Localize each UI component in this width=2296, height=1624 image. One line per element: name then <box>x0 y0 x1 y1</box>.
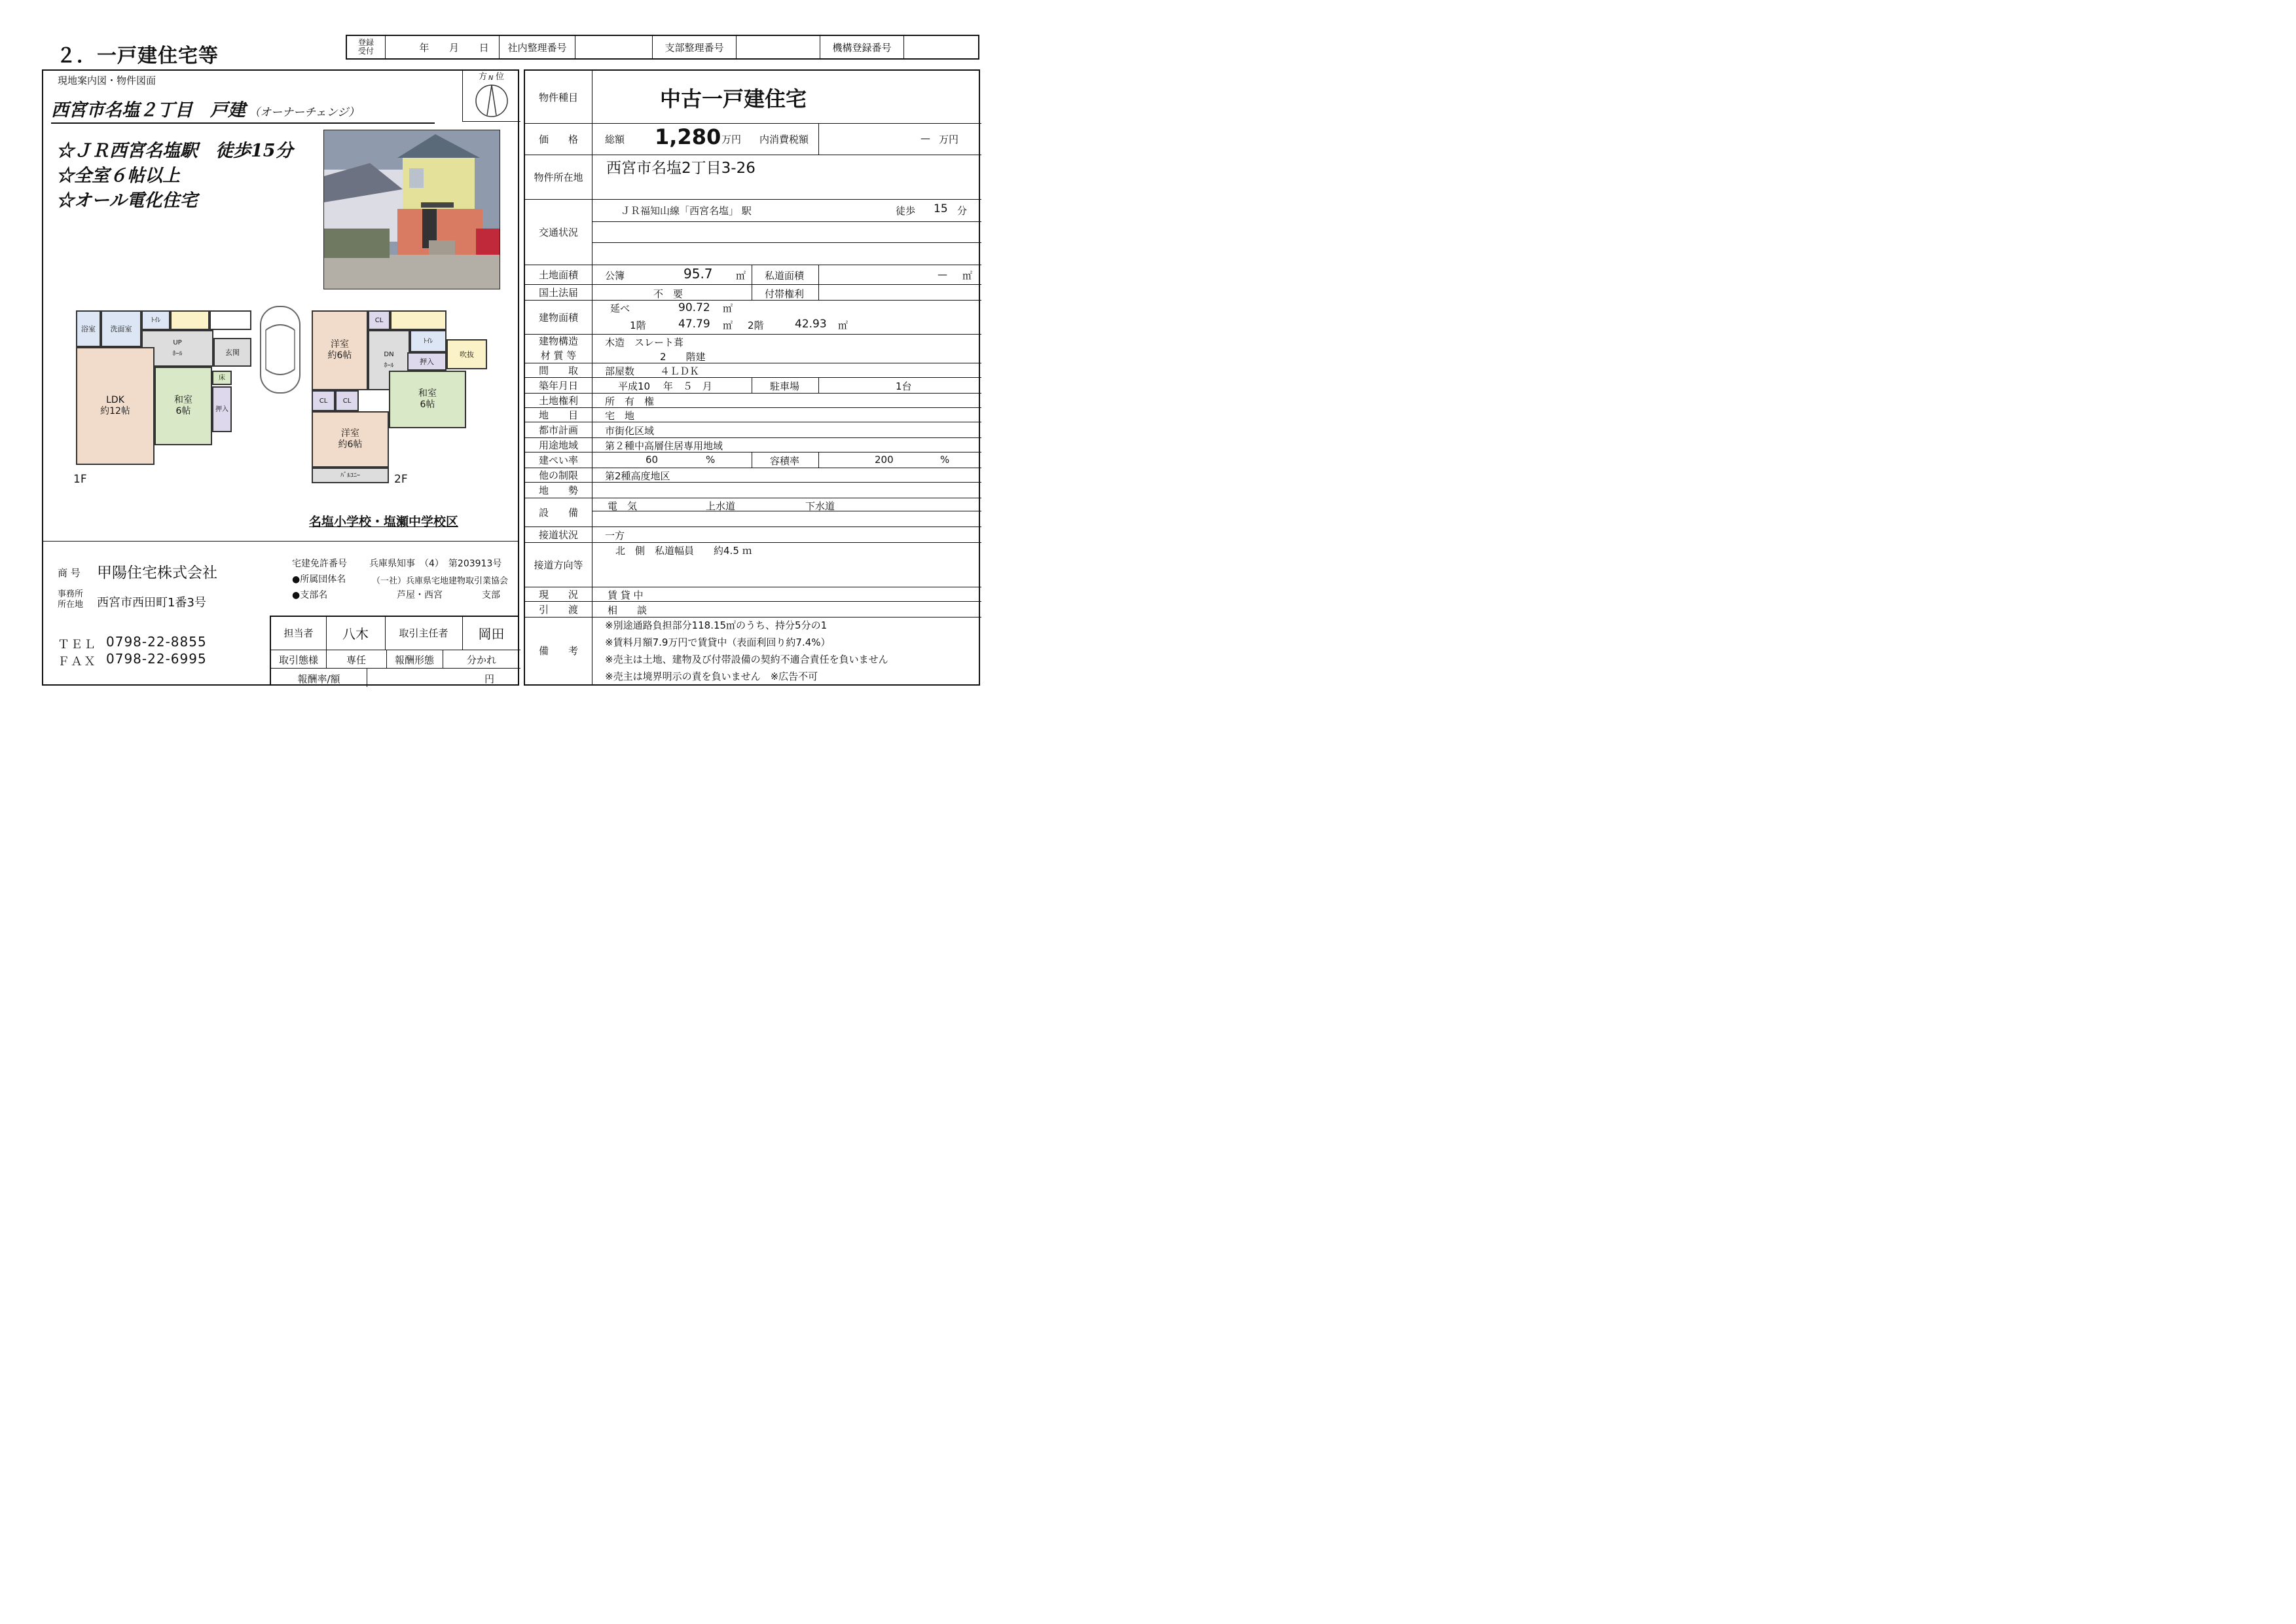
entrance-1f: 玄関 <box>213 338 251 367</box>
facility-electric: 電 気 <box>608 500 638 512</box>
f2-label: 2階 <box>748 320 764 331</box>
tokonoma: 床 <box>212 371 232 385</box>
remark-4: ※売主は境界明示の責を負いません ※広告不可 <box>605 671 818 682</box>
feature-station: ☆ＪＲ西宮名塩駅 徒歩15分 <box>56 141 293 161</box>
reception-date-field[interactable]: 年 月 日 <box>385 36 499 58</box>
rooms-label: 部屋数 <box>605 365 635 377</box>
company-name-label: 商 号 <box>58 567 81 579</box>
land-law-value: 不 要 <box>653 288 683 300</box>
total-floor-area: 90.72 <box>678 301 710 314</box>
private-road-label: 私道面積 <box>765 270 805 282</box>
far-value: 200 <box>875 454 894 466</box>
cl-2f-3: CL <box>335 390 359 411</box>
toilet-2f: ﾄｲﾚ <box>410 330 446 352</box>
ldk-room: LDK 約12帖 <box>76 347 155 465</box>
registration-table <box>346 35 979 60</box>
floor-plan-2f <box>312 310 488 483</box>
total-floor-unit: ㎡ <box>723 303 733 314</box>
current-status-label: 現 況 <box>538 588 578 600</box>
type-label: 物件種目 <box>538 91 578 103</box>
reception-label: 登録 受付 <box>357 38 374 56</box>
handover-label: 引 渡 <box>538 603 578 616</box>
category-label: 地 目 <box>538 409 578 421</box>
bcr-unit: % <box>706 454 716 466</box>
city-plan-value: 市街化区域 <box>605 425 655 437</box>
bcr-value: 60 <box>646 454 659 466</box>
price-value: 1,280 <box>655 124 721 149</box>
car-icon <box>258 304 302 396</box>
property-note: （オーナーチェンジ） <box>249 106 360 119</box>
price-label: 価 格 <box>538 133 578 145</box>
staff-box <box>270 616 519 686</box>
remarks-label: 備 考 <box>538 645 578 657</box>
city-plan-label: 都市計画 <box>538 424 578 436</box>
license-label: 宅建免許番号 <box>292 559 347 569</box>
land-right-value: 所 有 権 <box>605 396 655 407</box>
walk-label: 徒歩 <box>896 205 916 217</box>
cl-2f-1: CL <box>368 310 390 330</box>
fee-rate-label: 報酬率/額 <box>297 673 340 685</box>
school-district: 名塩小学校・塩瀬中学校区 <box>309 515 459 529</box>
handover-value: 相 談 <box>608 604 647 616</box>
f1-area: 47.79 <box>678 318 710 331</box>
f2-unit: ㎡ <box>838 320 848 331</box>
tel-label: ＴＥＬ <box>58 638 97 652</box>
property-heading <box>51 96 435 124</box>
tel-number[interactable]: 0798-22-8855 <box>106 634 207 650</box>
stairs-2f <box>390 310 446 330</box>
fax-label: ＦＡＸ <box>58 655 97 669</box>
stair-area-1f <box>210 310 251 330</box>
land-kind: 公簿 <box>605 270 625 282</box>
tax-value: — <box>920 132 930 144</box>
facilities-label: 設 備 <box>538 506 578 519</box>
document-title: ２．一戸建住宅等 <box>56 45 219 67</box>
association-name: （一社）兵庫県宅地建物取引業協会 <box>372 576 509 586</box>
chief-label: 取引主任者 <box>399 627 448 639</box>
hall-2f: DN ﾎｰﾙ <box>368 330 410 390</box>
house-photo <box>323 130 500 289</box>
branch-number-label: 支部整理番号 <box>652 36 736 58</box>
private-road-unit: ㎡ <box>962 270 973 282</box>
far-label: 容積率 <box>770 455 800 467</box>
private-road-value: — <box>938 268 947 280</box>
license-number: 兵庫県知事 （4） 第203913号 <box>369 559 502 569</box>
parking-value: 1台 <box>896 380 912 392</box>
toilet-1f: ﾄｲﾚ <box>141 310 170 330</box>
floor-plan-1f <box>73 310 251 468</box>
washitsu-2f: 和室 6帖 <box>389 371 466 428</box>
org-number-field[interactable] <box>903 36 978 58</box>
washitsu-1f: 和室 6帖 <box>155 367 212 445</box>
other-restrictions-value: 第2種高度地区 <box>605 470 670 482</box>
map-and-plan-panel <box>42 69 519 686</box>
fax-number: 0798-22-6995 <box>106 651 207 667</box>
cl-2f-2: CL <box>312 390 335 411</box>
staff-name: 八木 <box>342 626 369 642</box>
road-direction-label: 接道方向等 <box>534 559 583 571</box>
remark-2: ※賃料月額7.9万円で賃貸中（表面利回り約7.4%） <box>605 637 831 648</box>
map-caption: 現地案内図・物件図面 <box>58 75 156 86</box>
fee-form: 分かれ <box>466 654 496 666</box>
compass-icon <box>473 81 510 118</box>
terrain-label: 地 勢 <box>538 484 578 496</box>
feature-list <box>56 139 293 213</box>
layout-label: 間 取 <box>538 364 578 377</box>
branch-number-field[interactable] <box>736 36 820 58</box>
land-area-unit: ㎡ <box>736 270 746 282</box>
hall-1f: UP ﾎｰﾙ <box>141 330 213 367</box>
wash-room: 洗面室 <box>101 310 141 347</box>
rooms-value: ４ＬＤＫ <box>660 365 700 377</box>
built-date: 平成10 年 ５ 月 <box>618 380 712 392</box>
walk-unit: 分 <box>957 205 968 217</box>
feature-electric: ☆オール電化住宅 <box>56 191 198 211</box>
land-area: 95.7 <box>683 266 713 282</box>
association-label: ●所属団体名 <box>292 574 346 585</box>
company-number-label: 社内整理番号 <box>499 36 575 58</box>
closet-2f: 押入 <box>407 352 446 371</box>
company-number-field[interactable] <box>575 36 652 58</box>
branch-name: 芦屋・西宮 <box>397 590 443 600</box>
category-value: 宅 地 <box>605 410 635 422</box>
property-type: 中古一戸建住宅 <box>660 86 807 111</box>
company-address: 西宮市西田町1番3号 <box>97 596 206 610</box>
floor-1f-label: 1F <box>73 473 87 486</box>
bath-room: 浴室 <box>76 310 101 347</box>
far-unit: % <box>940 454 950 466</box>
building-area-label: 建物面積 <box>538 311 578 323</box>
bcr-label: 建ぺい率 <box>538 454 578 466</box>
land-right-label: 土地権利 <box>538 394 578 407</box>
branch-suffix: 支部 <box>482 590 500 600</box>
remark-3: ※売主は土地、建物及び付帯設備の契約不適合責任を負いません <box>605 654 888 665</box>
org-number-label: 機構登録番号 <box>820 36 903 58</box>
fee-unit: 円 <box>484 673 495 685</box>
road-status-value: 一方 <box>605 530 625 542</box>
office-label: 事務所 所在地 <box>58 589 84 610</box>
walk-minutes: 15 <box>934 202 948 215</box>
remark-1: ※別途通路負担部分118.15㎡のうち、持分5分の1 <box>605 619 828 631</box>
fee-form-label: 報酬形態 <box>394 654 434 666</box>
zoning-label: 用途地域 <box>538 439 578 451</box>
youshitsu-2f-1: 洋室 約6帖 <box>312 310 368 390</box>
stories-value: 2 階建 <box>660 351 706 363</box>
transaction-mode: 専任 <box>346 654 366 666</box>
youshitsu-2f-2: 洋室 約6帖 <box>312 411 389 468</box>
company-name: 甲陽住宅株式会社 <box>97 564 217 581</box>
stairs-1f <box>170 310 210 330</box>
address-label: 物件所在地 <box>534 171 583 183</box>
void-2f: 吹抜 <box>446 339 487 369</box>
other-restrictions-label: 他の制限 <box>538 469 578 481</box>
f1-unit: ㎡ <box>723 320 733 331</box>
transport-label: 交通状況 <box>538 226 578 238</box>
land-area-label: 土地面積 <box>538 268 578 281</box>
property-name: 西宮市名塩２丁目 戸建 <box>51 100 246 120</box>
company-divider <box>43 541 518 542</box>
f2-area: 42.93 <box>795 318 827 331</box>
road-status-label: 接道状況 <box>538 528 578 541</box>
structure-value: 木造 スレート葺 <box>605 337 684 348</box>
chief-name: 岡田 <box>478 626 505 642</box>
floor-2f-label: 2F <box>394 473 408 486</box>
closet-1f: 押入 <box>212 386 232 432</box>
tax-label: 内消費税額 <box>759 134 809 145</box>
structure-label: 建物構造 材 質 等 <box>538 335 578 361</box>
feature-rooms: ☆全室６帖以上 <box>56 166 180 186</box>
facility-sewer: 下水道 <box>805 500 835 512</box>
price-unit: 万円 <box>721 134 742 145</box>
f1-label: 1階 <box>630 320 646 331</box>
property-address: 西宮市名塩2丁目3-26 <box>606 160 756 177</box>
branch-label: ●支部名 <box>292 590 328 600</box>
compass-box: 方 N 位 <box>462 69 520 122</box>
total-floor-label: 延べ <box>610 303 630 314</box>
built-label: 築年月日 <box>538 379 578 392</box>
land-law-label: 国土法届 <box>538 286 578 299</box>
facility-water: 上水道 <box>706 500 736 512</box>
staff-label: 担当者 <box>283 627 314 639</box>
zoning-value: 第２種中高層住居専用地域 <box>605 440 723 452</box>
property-detail-table <box>524 69 980 686</box>
price-total-label: 総額 <box>605 134 625 145</box>
rights-label: 付帯権利 <box>765 288 805 300</box>
balcony-2f: ﾊﾞﾙｺﾆｰ <box>312 468 389 483</box>
tax-unit: 万円 <box>939 134 959 145</box>
transport-line: ＪＲ福知山線「西宮名塩」 駅 <box>621 205 752 217</box>
road-direction-value: 北 側 私道幅員 約4.5 ｍ <box>615 545 752 557</box>
transaction-mode-label: 取引態様 <box>278 654 318 666</box>
parking-label: 駐車場 <box>770 380 800 392</box>
current-status-value: 賃 貸 中 <box>608 589 644 601</box>
